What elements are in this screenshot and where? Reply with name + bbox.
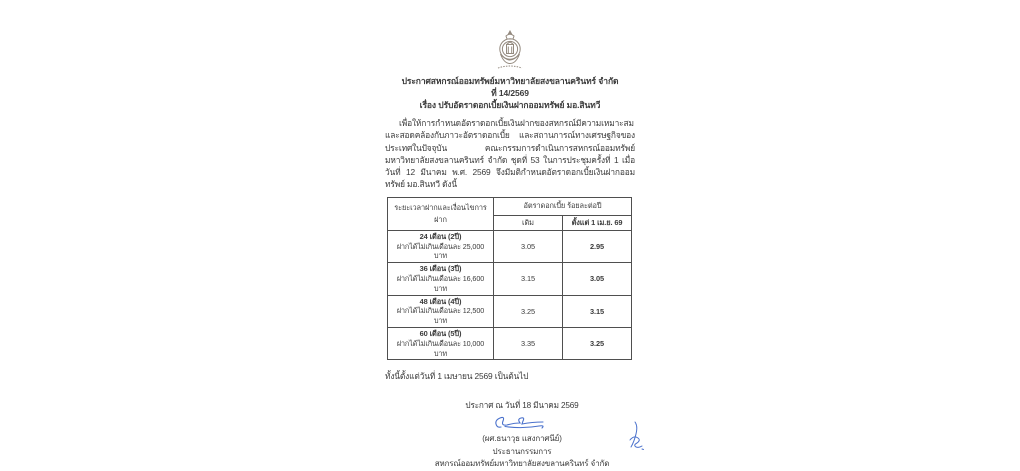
cooperative-seal-icon xyxy=(495,30,525,74)
term-period: 48 เดือน (4ปี) xyxy=(419,296,462,306)
effective-date-line: ทั้งนี้ตั้งแต่วันที่ 1 เมษายน 2569 เป็นต้นไป xyxy=(385,371,529,382)
old-rate-value: 3.35 xyxy=(494,327,563,359)
corner-initial-scribble-icon xyxy=(626,420,646,452)
term-cell xyxy=(388,295,494,327)
new-rate-header: ตั้งแต่ 1 เม.ย. 69 xyxy=(563,215,632,230)
term-period: 36 เดือน (3ปี) xyxy=(419,264,462,274)
org-header: ประกาศสหกรณ์ออมทรัพย์มหาวิทยาลัยสงขลานครินทร์ จำกัด xyxy=(401,76,619,86)
new-rate-value: 3.25 xyxy=(563,327,632,359)
term-cell xyxy=(388,263,494,295)
term-period: 24 เดือน (2ปี) xyxy=(419,231,462,241)
document-page xyxy=(385,30,635,469)
term-condition: ฝากได้ไม่เกินเดือนละ 10,000 บาท xyxy=(396,338,485,358)
signer-name: (ผศ.ธนาวุธ แสงกาศนีย์) xyxy=(482,434,562,444)
body-paragraph: เพื่อให้การกำหนดอัตราดอกเบี้ยเงินฝากของสหกรณ์มีความเหมาะสมและสอดคล้องกับภาวะอัตราดอกเบี้ย และสถานการณ์ทางเศรษฐกิจของประเทศในปัจจุบัน คณะกรรมการดำเนินการสหกรณ์ออมทรัพย์มหาวิทยาลัยสงขลานครินทร์ จำกัด ชุดที่ 53 ในการประชุมครั้งที่ 1 เมื่อวันที่ 12 มีนาคม พ.ศ. 2569 จึงมีมติกำหนดอัตราดอกเบี้ยเงินฝากออมทรัพย์ มอ.สินทวี ดังนี้ xyxy=(385,118,635,190)
new-rate-value: 3.05 xyxy=(563,263,632,295)
old-rate-value: 3.05 xyxy=(494,230,563,262)
term-cell xyxy=(388,327,494,359)
old-rate-header: เดิม xyxy=(494,215,563,230)
old-rate-value: 3.15 xyxy=(494,263,563,295)
term-condition: ฝากได้ไม่เกินเดือนละ 16,600 บาท xyxy=(396,273,485,293)
table-row xyxy=(388,263,632,295)
interest-rate-table xyxy=(387,197,632,361)
new-rate-value: 3.15 xyxy=(563,295,632,327)
subject-line: เรื่อง ปรับอัตราดอกเบี้ยเงินฝากออมทรัพย์ มอ.สินทวี xyxy=(419,100,601,110)
announce-date-line: ประกาศ ณ วันที่ 18 มีนาคม 2569 xyxy=(465,401,579,411)
term-cell xyxy=(388,230,494,262)
term-condition: ฝากได้ไม่เกินเดือนละ 25,000 บาท xyxy=(396,241,485,261)
doc-number: ที่ 14/2569 xyxy=(491,88,529,98)
new-rate-value: 2.95 xyxy=(563,230,632,262)
term-column-header: ระยะเวลาฝากและเงื่อนไขการฝาก xyxy=(388,197,494,230)
table-row xyxy=(388,327,632,359)
rate-group-header: อัตราดอกเบี้ย ร้อยละต่อปี xyxy=(494,197,632,215)
signer-title: ประธานกรรมการ xyxy=(492,446,552,456)
signature-scribble-icon xyxy=(487,413,557,433)
signer-org: สหกรณ์ออมทรัพย์มหาวิทยาลัยสงขลานครินทร์ จำกัด xyxy=(434,459,610,469)
term-period: 60 เดือน (5ปี) xyxy=(419,328,462,338)
term-condition: ฝากได้ไม่เกินเดือนละ 12,500 บาท xyxy=(396,306,485,326)
signature-block xyxy=(427,400,617,471)
old-rate-value: 3.25 xyxy=(494,295,563,327)
table-row xyxy=(388,295,632,327)
table-row xyxy=(388,230,632,262)
